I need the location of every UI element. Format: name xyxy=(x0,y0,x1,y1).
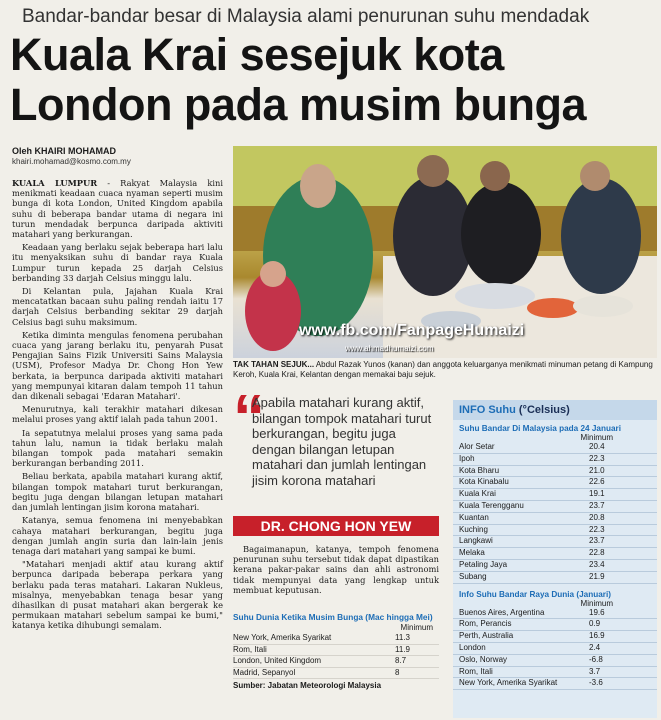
table-row xyxy=(233,656,439,668)
temperature-value: 11.3 xyxy=(395,633,410,642)
article-continuation: Bagaimanapun, katanya, tempoh fenomena penurunan suhu tersebut tidak dapat dipastikan kerana pakar-pakar sains dan ahli astronomi tidak mempunyai data yang lengkap untuk membuat keputusan. xyxy=(233,544,439,595)
table-row xyxy=(453,667,657,679)
article-paragraph: Ketika diminta mengulas fenomena perubahan cuaca yang jarang berlaku itu, penyarah Pusat Pengajian Sains Fizik Universiti Sains Malaysia (USM), Profesor Madya Dr. Chong Hon Yew berkata, ia berpunca daripada aktiviti matahari yang mempunyai kitaran dalam tempoh 11 tahun dan dikenali sebagai 'Edaran Matahari'. xyxy=(12,329,223,402)
quote-author: DR. CHONG HON YEW xyxy=(233,516,439,536)
table-row xyxy=(233,633,439,645)
info-temperature-box xyxy=(453,400,657,718)
city-name: Melaka xyxy=(459,548,485,558)
article-paragraph: Beliau berkata, apabila matahari kurang aktif, bilangan tompok matahari turut berkurangan, begitu juga dengan bilangan letupan matahari dan jumlah lentingan jisim korona matahari. xyxy=(12,471,223,513)
temperature-value: 0.9 xyxy=(589,619,601,629)
city-name: London, United Kingdom xyxy=(233,656,322,666)
table-row xyxy=(453,454,657,466)
info-box-header xyxy=(453,400,657,420)
malaysia-table-title: Suhu Bandar Di Malaysia pada 24 Januari xyxy=(459,424,621,433)
temperature-value: -6.8 xyxy=(589,654,603,664)
city-name: Kuantan xyxy=(459,512,489,522)
city-name: Rom, Perancis xyxy=(459,619,512,629)
photo-watermark: www.fb.com/FanpageHumaizi xyxy=(299,322,525,339)
article-paragraph: Menurutnya, kali terakhir matahari dikesan melalui proses yang aktif ialah pada tahun 2001. xyxy=(12,404,223,425)
paragraph-text: - Rakyat Malaysia kini menikmati keadaan cuaca nyaman seperti musim bunga di kota London, United Kingdom apabila suhu di beberapa bandar utama di negara ini turun mendadak berpunca daripada aktiviti matahari yang berkurangan. xyxy=(12,178,224,240)
world-spring-title: Suhu Dunia Ketika Musim Bunga (Mac hingga Mei) xyxy=(233,612,433,622)
source-credit: Sumber: Jabatan Meteorologi Malaysia xyxy=(233,681,382,691)
city-name: Kuching xyxy=(459,524,488,534)
article-paragraph: "Matahari menjadi aktif atau kurang aktif berpunca daripada beberapa perkara yang berlaku pada teras matahari. Lakaran Nukleus, misalnya, menyebabkan tenaga besar yang dihasilkan di pusat matahari akan bergerak ke permukaan matahari sebelum sampai ke bumi," katanya ketika dihubungi semalam. xyxy=(12,559,223,631)
headline xyxy=(10,30,586,130)
temperature-value: 23.4 xyxy=(589,559,605,569)
city-name: Madrid, Sepanyol xyxy=(233,667,296,677)
city-name: Kuala Terengganu xyxy=(459,500,524,510)
temperature-value: 21.9 xyxy=(589,571,605,581)
city-name: Rom, Itali xyxy=(459,666,493,676)
temperature-value: 22.3 xyxy=(589,453,605,463)
world-spring-table xyxy=(233,612,439,718)
temperature-value: 8.7 xyxy=(395,656,407,666)
news-photo xyxy=(233,146,657,358)
temperature-value: 19.6 xyxy=(589,607,605,617)
article-paragraph: Katanya, semua fenomena ini menyebabkan cahaya matahari berkurangan, begitu juga dengan jumlah angin suria dan lain-lain jenis tenaga dari matahari yang sampai ke bumi. xyxy=(12,515,223,556)
table-row xyxy=(233,668,439,680)
city-name: London xyxy=(459,642,486,652)
table-row xyxy=(453,655,657,667)
byline: Oleh KHAIRI MOHAMAD xyxy=(12,146,116,156)
table-row xyxy=(453,560,657,572)
article-paragraph xyxy=(12,178,223,239)
city-name: Buenos Aires, Argentina xyxy=(459,607,545,617)
temperature-value: 20.4 xyxy=(589,442,605,451)
headline-line-1: Kuala Krai sesejuk kota xyxy=(10,29,504,80)
article-paragraph: Keadaan yang berlaku sejak beberapa hari lalu itu menyaksikan suhu di bandar raya Kuala Lumpur turun kepada 25 darjah Celsius berbanding 33 darjah Celsius minggu lalu. xyxy=(12,242,223,283)
author-email: khairi.mohamad@kosmo.com.my xyxy=(12,157,131,166)
temperature-value: 22.3 xyxy=(589,524,605,534)
article-paragraph: Ia sepatutnya melalui proses yang sama pada tahun lalu, namun ia tidak berlaku malah bilangan tompok pada matahari semakin berkurangan berbanding 2011. xyxy=(12,427,223,469)
table-row xyxy=(453,643,657,655)
temperature-value: 3.7 xyxy=(589,666,601,676)
table-row xyxy=(453,477,657,489)
world-spring-min-label: Minimum xyxy=(400,623,433,632)
city-name: Perth, Australia xyxy=(459,631,514,641)
table-row xyxy=(453,678,657,690)
table-row xyxy=(453,536,657,548)
temperature-value: 19.1 xyxy=(589,489,605,499)
city-name: Langkawi xyxy=(459,536,493,546)
city-name: Rom, Itali xyxy=(233,644,267,654)
info-title: INFO Suhu xyxy=(459,404,516,416)
temperature-value: 2.4 xyxy=(589,642,601,652)
dateline: KUALA LUMPUR xyxy=(12,178,98,188)
temperature-value: 8 xyxy=(395,667,400,677)
temperature-value: 21.0 xyxy=(589,465,605,475)
city-name: Petaling Jaya xyxy=(459,559,508,569)
table-row xyxy=(453,513,657,525)
city-name: Alor Setar xyxy=(459,442,495,451)
city-name: Subang xyxy=(459,571,487,581)
city-name: Kuala Krai xyxy=(459,489,496,499)
table-row xyxy=(233,645,439,657)
quote-mark-icon: “ xyxy=(233,381,265,453)
city-name: New York, Amerika Syarikat xyxy=(233,633,332,642)
temperature-value: -3.6 xyxy=(589,678,603,688)
caption-lead: TAK TAHAN SEJUK... xyxy=(233,360,315,369)
article-body xyxy=(12,178,223,634)
city-name: Oslo, Norway xyxy=(459,654,508,664)
table-row xyxy=(453,525,657,537)
table-row xyxy=(453,442,657,454)
table-row xyxy=(453,619,657,631)
headline-line-2: London pada musim bunga xyxy=(10,79,586,130)
city-name: Kota Kinabalu xyxy=(459,477,509,487)
temperature-value: 16.9 xyxy=(589,631,605,641)
table-row xyxy=(453,489,657,501)
temperature-value: 22.8 xyxy=(589,548,605,558)
city-name: Ipoh xyxy=(459,453,475,463)
temperature-value: 22.6 xyxy=(589,477,605,487)
photo-watermark-small: www.ahmadhumaizi.com xyxy=(345,344,434,353)
table-row xyxy=(453,466,657,478)
city-name: Kota Bharu xyxy=(459,465,500,475)
kicker-line: Bandar-bandar besar di Malaysia alami penurunan suhu mendadak xyxy=(22,6,590,27)
table-row xyxy=(453,501,657,513)
temperature-value: 23.7 xyxy=(589,536,605,546)
temperature-value: 20.8 xyxy=(589,512,605,522)
table-row xyxy=(453,572,657,584)
world-min-label: Minimum xyxy=(580,598,613,608)
info-unit: (°Celsius) xyxy=(518,404,570,416)
photo-caption xyxy=(233,360,657,380)
world-table-title: Info Suhu Bandar Raya Dunia (Januari) xyxy=(459,589,611,599)
temperature-value: 11.9 xyxy=(395,644,410,654)
malaysia-min-label: Minimum xyxy=(580,433,613,442)
pull-quote: Apabila matahari kurang aktif, bilangan tompok matahari turut berkurangan, begitu juga dengan bilangan letupan matahari dan jumlah lentingan jisim korona matahari xyxy=(252,395,432,488)
table-row xyxy=(453,608,657,620)
temperature-value: 23.7 xyxy=(589,500,605,510)
caption-text: Abdul Razak Yunos (kanan) dan anggota keluarganya menikmati minuman petang di Kampung Keroh, Kuala Krai, Kelantan dengan memakai baju sejuk. xyxy=(233,360,653,379)
city-name: New York, Amerika Syarikat xyxy=(459,678,558,688)
article-paragraph: Di Kelantan pula, Jajahan Kuala Krai mencatatkan bacaan suhu paling rendah iaitu 17 darjah Celsius berbanding sekitar 29 darjah Celsius bagi suhu maksimum. xyxy=(12,286,223,327)
table-row xyxy=(453,548,657,560)
table-row xyxy=(453,631,657,643)
